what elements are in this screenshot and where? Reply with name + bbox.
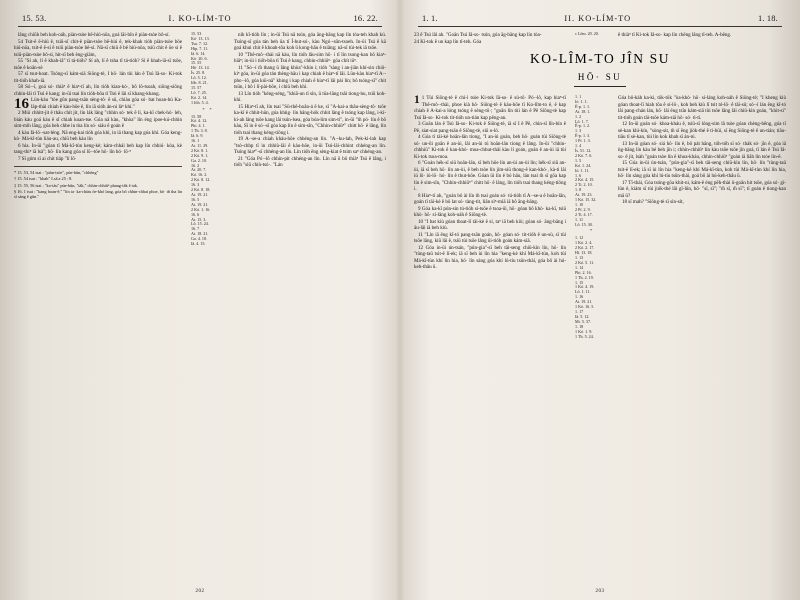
verse-paragraph: 4 kàu Iâ-lō·-sat-léng. Nā eng-kai tióh góa khì, in iā thang kap góa khì. Góa keng-kò· Má-kî-tùn liáu-au, chiū beh kàu lín bbox=[14, 129, 182, 142]
cross-reference: 2 Kó. 8. 18. bbox=[191, 187, 211, 193]
right-header-rule bbox=[418, 26, 782, 27]
cross-reference: Ió. 1. 11. bbox=[575, 167, 590, 173]
cross-reference: 1 Th. 3. 8. bbox=[191, 128, 208, 134]
ornament-asterisk: * * bbox=[202, 106, 214, 112]
cross-reference: Ís. 51. 12. bbox=[575, 147, 592, 153]
cross-reference: 2 Kó. 9. 1. bbox=[191, 152, 209, 158]
verse-paragraph: 10 "I bat kiù góan thoat-lī tāi-kè ê sí, taⁿ iā beh kiù; góan só· āng-bāng i āu-lâi iā beh kiù. bbox=[414, 218, 566, 231]
left-header-rule bbox=[18, 26, 382, 27]
verse-paragraph: 57 sī tsut-hoat. Tsóng-sī kám-siā Siōng-tè, I hō· lán tùi lán ê Tsú Iâ-so· Ki-tok tit-tióh khah-iâ. bbox=[14, 71, 182, 84]
cross-reference: 15. 53 bbox=[191, 32, 202, 36]
cross-reference: At. 19. 21. bbox=[191, 201, 209, 207]
left-page-number: 202 bbox=[195, 589, 205, 594]
cross-reference: 1 Kó. 15. 32. bbox=[575, 197, 597, 203]
cross-reference: Ē-p. 1. 1. bbox=[575, 103, 591, 109]
left-text-column-1 bbox=[14, 32, 182, 537]
verse-paragraph: 54 Tsit-ê ē-hiú ê, tsiū-sī chit-ê piàn-tsòe bē-hiú ê, tek-khak tióh piàn-tsòe bōe hiú-nōa, tsit-ê ē-sí ê tsiū piàn-tsòe bē-sí. Nā-sī chiū ê bē hiú-nōa, tsiū chit ê ōe sí ê tsiū-piàn-tsòe bô-sí, hit-sî beh èng-giām, bbox=[14, 38, 182, 58]
cross-reference: 1 Ióh. 5. 4. bbox=[191, 99, 209, 105]
chapter-16-text: Lūn-kàu "tòe gûn pang-tsān sèng-tô· ê sū, chiàu góa só· bat hoan-hù Ka-lāp-thài chiah ê kàu-hōe ê, lín iā sióh án-ni làⁿ khí." bbox=[31, 97, 182, 110]
cross-reference: Phi. 4. 1. bbox=[191, 123, 206, 129]
cross-reference: Mt. 5. 37. bbox=[575, 318, 592, 324]
cross-reference: 1. 12 bbox=[575, 235, 584, 241]
verse-paragraph: 6 "Goán hék-sī siū hoān-lān, sī beh hōe lín an-ùi an-ùi lín; hék-sī siū an-ùi, iā sī beh hō· lín an-ùi, ê beh tsòe lín jím-siū thong-ê kan-khó·, kà-ti lâi iú lō· iú-lō· hó· lín ê thut-hōe. Góan ūi lín ê bó hāu, lán tsai m̄ sī gōa kap lín ê sim-sîn, "Chhin-chhiūⁿ" chitt hō· ê lâng, lín tióh tsai thang kéng-tiōng i. bbox=[414, 160, 566, 192]
verse-paragraph: 18 sī mah? "Siōng-tè sī sìn-sít, bbox=[622, 199, 684, 205]
cross-reference: Kó. 1. 24. bbox=[575, 162, 592, 168]
verse-paragraph: nih kî-tióh lín ; in-ūi Tsú nā tsún, góa āng-bāng kap lín tòa-teh khah kú. Tsóng-sī góa tán beh ūa tī Í-hut-só·, kàu Ngó·-sûn-tsoeh. In-ūi Tsú ê kā goá khui chit ê khoah-tōa koh ū kong-hāu ê tsiâng; nā-sī tùi-tek iā tsōe. bbox=[234, 32, 386, 51]
cross-reference: 1 Kó. 2. 4. bbox=[575, 240, 593, 246]
verse-paragraph: 2 Múi chhitt-jit ê thâu chít jit, lín lák lâng "chhin só· tek ê lí, ka-kī chek-hó· leh, bián kàu goá kàu ê sî chiah koan-tse. Góa nā kàu, "khòa" lín éng ipoe-kú-chhin sim-mih lâng, góa beh chhe in tòa lín só· siáu ê goán ê bbox=[14, 110, 182, 129]
cross-reference: 1. 4 bbox=[575, 143, 582, 149]
cross-reference: 2 Ti. 4. 17. bbox=[575, 211, 593, 217]
cross-reference: 2 Kó. 1. 16. bbox=[191, 206, 211, 212]
verse-paragraph: 55 "Sí ah, lí ê khah-iâ" tī tá-tióh? Sí ah, lí ê tsha tī tá-tióh? Sí ê khah-iâ-sī tsōe, tsōe ê koân-sè bbox=[14, 58, 182, 71]
cross-reference: At. 19. 21. bbox=[191, 192, 209, 197]
book-title: KO-LÎM-TO JÎN SU bbox=[529, 51, 671, 66]
cross-reference: 1 Th. 2. 19. bbox=[575, 274, 594, 280]
cross-reference: 1. 14 bbox=[575, 264, 584, 270]
cross-reference: 1 Pí. 1. 3. bbox=[575, 138, 591, 144]
cross-reference: 1. 15 bbox=[575, 279, 584, 285]
cross-reference: 16. 2 bbox=[191, 162, 200, 168]
cross-reference: At. 18. 21. bbox=[191, 231, 209, 237]
verse-paragraph: Góa bô-kàh ka-ki, tōk-tōk "òa-khò· hō· sí-láng koh-oáh ê Siōng-tè; "I kheng kiù góan thoat-lī hiah tōa ê sí-lō·, koh beh kiù lī tsit tó-lō· ê tāi-sū; só·-í lán ēng kî-tó lâi pang-chán lán, hō· lâi ēng tsīn kám-siā tùi tsōe lâng lâi chiū-kìn goán, "khit-si" tit-tióh goán tāi-tsōe kám-siā hō· só· tì-tì. bbox=[618, 95, 786, 121]
verse-paragraph: 4 Góa tī tāi-kè hoān-lān tiong, "I an-ùi goán, beh hō· goán tùi Siōng-tè só· un-ûi goān ê an-ùi, lâi an-ùi tú hoān-lān tiong ê lâng. In-ūi "chhin-chhhiū" Ki-tok ê kan-khó· moa-chhut-thâi kàu lí goán, goán ê an-ùi iā tùi Ki-tok tsoa-moa. bbox=[414, 134, 566, 160]
cross-reference: Hí. 13. 18. bbox=[575, 250, 593, 256]
left-running-head-center: I. KO-LÍM-TO bbox=[168, 14, 232, 23]
footnote: * 15. 53, 54 tsat : "piàn-tsòe", púe-bûn, "chhēng" bbox=[14, 170, 99, 175]
verse-paragraph: 12 Góa in-ūi ún-tsán, "pún-gia"-sī beh tāi-seng chiū-kìn lín, hō· lín "tùng-taū tsit-ê lī-ek; iā sī beh ùi lín hia "keng-kè khí Má-kî-tùn, koh tùi Má-kî-tùn khí lín hia, hō· lín sàng góa khí lú-tíu tsūn-thài, góa bô ài hú-keh-thâu ū. bbox=[414, 244, 566, 270]
verse-text: 1 Tùi Siōng-tè ê chí-ì tsòe Ki-tok Iâ-so· ê sù-tô· Pó·-lô, kap hiaⁿ-tī Thê-mô·-thài, phoe kià hō· Siōng-tè ê kàu-hōe tī Ko-lîm-to ê, ê kap chiah ê A-kai-a lóng tsóng ê sèng-tô·; "goān lín tùi lán ê Pē Siōng-tè kap Tsú Iâ-so· Ki-tok tit-tióh un-tián kap pêng-an. bbox=[414, 95, 566, 121]
right-running-head-left: 1. 1. bbox=[422, 14, 438, 23]
cross-reference: Ís. 25. 8. bbox=[191, 70, 206, 76]
verse-paragraph: 23 ê Tsú lâi ah. "Goān Tsú Iâ-so· tsún, góa āg-bāng kap lín tòa- bbox=[414, 32, 542, 38]
cross-reference: Ió. 1. 1. bbox=[575, 98, 588, 104]
right-running-head bbox=[414, 14, 786, 26]
cross-reference: 1 Kó. 1. 9. bbox=[575, 328, 593, 334]
cross-reference: 2 Kó. 8. 1. bbox=[191, 147, 209, 153]
left-footnotes bbox=[14, 166, 182, 200]
cross-reference: Iōh. 8. 21. bbox=[191, 80, 208, 86]
cross-reference: At. 11. 29. bbox=[191, 142, 209, 148]
cross-reference: Lô. 15. 30. bbox=[575, 221, 593, 227]
footnote: ‡ 15. 55, 56 tsat : "ko-iáu" púe-bûn, "tāk," chhin-chhiūⁿ phang-tāk ê tak. bbox=[14, 182, 138, 188]
chapter-number-16: 16 bbox=[14, 96, 29, 112]
verse-paragraph: 21 "Góa Pó·-lô chhin-pit chhéng-an lín. Lín nā ū bô thiàⁿ Tsú ê lâng, i tióh "siū chiù-tsó·. "Lán bbox=[234, 155, 386, 168]
cross-reference: Hō· 13. 14. bbox=[191, 65, 210, 71]
verse-paragraph: 19 A·-se-a chiah khàu-hōe chhéng-an lín. "A·-ku-lah, Pek-ki-lah kap "tsò-chhp tī in chhiù-lāi ê kàu-hōe, in-ūi Tsú-lāi-chhint chhéng-an lín. Tsóng hiaⁿ"-sī chhéng-an lín. Lín tióh ēng sèng-kiat ê tsim saⁿ chhéng-an. bbox=[234, 136, 386, 155]
cross-reference: Lô. 1. 11. bbox=[575, 289, 591, 295]
cross-reference: At. 19. 23. bbox=[575, 192, 593, 198]
verse-paragraph: 12 In-ūi goán só· khoa-kháu ê, tsiū-sī lóng-sim lâ tsòe góan chèng-bêng, góa tī sè-kan khì-kín, "sòng-sit, m̄ sī ēng jiók-thé ê tì-hūi, sī ēng Siōng-tè ê un-tián; tiâu-tiâu tī sè-kan, tùi lín kok khah sī án-ni. bbox=[618, 121, 786, 140]
verse-paragraph: 6 hia. In-ūi "góan tī Má-kî-tùn keng-kè; kám-chhái beh kap lín chhiú· kòa, kè tang-thiⁿ iā lsà"; hō· lín kang góa sí lō·-tōe hō· lín hó· lō·ⁿ bbox=[14, 142, 182, 155]
cross-reference: 1. 10 bbox=[575, 201, 584, 207]
cross-reference: 1 Kó. 4. 19. bbox=[575, 284, 595, 290]
cross-reference: 2 Ti. 2. 10. bbox=[575, 182, 593, 188]
cross-reference: 1. 1 bbox=[575, 95, 582, 99]
footnote: † 15. 54 tsat : "khah" Lsā a 25 : 8. bbox=[14, 176, 73, 182]
cross-reference: Ē-p. 1. 3. bbox=[575, 133, 591, 139]
cross-reference: 16. 6 bbox=[191, 211, 200, 217]
cross-reference: 1 Kó. 16. 5. bbox=[575, 304, 595, 310]
verse-paragraph: ê thiàⁿ tī Ki-tok Iâ-so· kap lín chēng lâng tī-teh. A-bēng. bbox=[618, 32, 732, 38]
cross-reference: Phi. 2. 16. bbox=[575, 269, 592, 275]
cross-reference: 16. 7 bbox=[191, 226, 200, 232]
cross-reference: 1. 17 bbox=[575, 308, 584, 314]
left-text-column-2 bbox=[234, 32, 386, 537]
cross-reference: Kó. 4. 12. bbox=[191, 118, 208, 124]
verse-paragraph: 15 Hiaⁿ-tī ah, lín tsai "Sū-thê-hoân-á ê ke, sī "A-kai-a thâu-sèng-tô· tsōe ka-kī ê chhit-hūn, góa khǹg· lín hâng-hók chhit lâng ê tsóng kap lâng, i-kí-kí-ah lâng tsōe kang lâi tsún-lsea, góa bóa-lim sim-ti", in-ūi "m̄ pó· lín ê bô kàu, Sī in ê só·-sī góa kap lín ê sim-sîn, "Chhin-chhiūⁿ" chitt hō· ê lâng, lín tióh tsai thang kéng-tiōng i. bbox=[234, 103, 386, 136]
cross-reference: 1. 6 bbox=[575, 172, 582, 178]
left-columns bbox=[14, 32, 386, 537]
cross-reference: At. 18. 1. bbox=[575, 108, 591, 114]
cross-reference: 16. 3 bbox=[191, 182, 200, 188]
verse-paragraph: 9 Góa ka-kī pún-sin tú-tióh sí-tsōe ê tsoa-ūi, hō· góan bô khò· ka-kī, tsiū khò· hō· sí-lâng koh-oáh ê Siōng-tè. bbox=[414, 205, 566, 218]
cross-reference: Kò· 20. 6. bbox=[191, 55, 208, 61]
cross-reference: 1 Th. 5. 24. bbox=[575, 333, 594, 339]
cross-reference: At. 19. 21. bbox=[575, 299, 593, 305]
cross-reference: c Lōm. 20. 20. bbox=[575, 32, 599, 36]
cross-reference: Kó· 13. 13. bbox=[191, 35, 210, 41]
cross-reference: Lô. 15. 24. bbox=[191, 221, 209, 227]
verse-paragraph: 11 "Lín iā ēng kî-tó pang-tsān goán, hō· góan só· tit-tióh ê un-sù, sī tùi tsōe lâng, kiû lâi ê, tsiū tùi tsōe lâng ūi-tióh goán kám-siā. bbox=[414, 231, 566, 244]
cross-reference: 1. 8 bbox=[575, 187, 582, 193]
cross-reference: Kó. 16. 2. bbox=[191, 172, 208, 178]
cross-reference: Tsu. 7. 12. bbox=[191, 40, 209, 46]
cross-reference: Lô. 5. 12. bbox=[191, 75, 207, 81]
right-text-column-2 bbox=[618, 95, 786, 513]
verse-paragraph: 13 Lín tióh "kéng-séng, "khiā-un tī sìn, ū tōa-lâng tsâi tiong-hu, tsiū koh-khí. bbox=[234, 90, 386, 103]
cross-reference: Iâ. 6. 9. bbox=[191, 133, 204, 139]
chapter-16-opening bbox=[14, 97, 182, 110]
book-title-block bbox=[414, 51, 786, 87]
verse-paragraph: 13 In-ūi góan só· siá hō· lín ê, bô pát hāng, tóh-tóh sī só· thák só· jīn ê, góa iā ǹg-bāng lín kàu bé beh jīn i; chhin-chhiūⁿ lín kàu tsôe tsōe jīn goá, tī lán ê Tsú Iâ-so· ê jit, lsàh "goán tsòe lín ê khoa-kháu, chhin-chhiūⁿ "goán iā liâh lín tsòe lín-ê. bbox=[618, 140, 786, 160]
cross-reference: 16. 1 bbox=[191, 138, 200, 144]
verse-paragraph: 15 Góa in-ūi ún-tsán, "pún-gia"-sī beh tāi-seng chiū-kìn lín, hō· lín "tùng-taū tsit-ê lī-ek; iā sī ùi lín hia "keng-kè khí Má-kî-tùn, koh tùi Má-kî-tùn khí lín hia, hō· lín sàng góa khí lú-tíu tsūn-thài, goá bô ài hú-keh-thâu ū. bbox=[618, 160, 786, 179]
cross-reference: 2 Kó. 2. 17. bbox=[575, 245, 595, 251]
left-reference-column bbox=[187, 32, 229, 537]
right-fragment-text bbox=[414, 32, 566, 45]
cross-reference: Iâ. 4. 15. bbox=[191, 241, 206, 247]
cross-reference: 15. 58 bbox=[191, 113, 202, 119]
left-running-head bbox=[14, 14, 386, 26]
right-columns bbox=[414, 95, 786, 513]
cross-reference: 16. 5 bbox=[191, 196, 200, 202]
cross-reference: Ē-p. 1. 2. bbox=[575, 123, 591, 129]
title-rule bbox=[574, 86, 626, 87]
right-running-head-center: II. KO-LÍM-TO bbox=[564, 14, 632, 23]
cross-reference: At. 15. 3. bbox=[191, 216, 207, 222]
verse-paragraph: 7 Sī góm sī ai chit tiáp "lí lō· bbox=[18, 155, 77, 162]
verse-paragraph: 3 Goān lán ê Tsú Iâ-so· Ki-tok ê Siōng-tè, iā sī I ê Pē, chin-sī lîn-bín ê Pē, siat-siat pang-tsān ê Siōng-tè, siū o-ló. bbox=[414, 121, 566, 134]
cross-reference: 2 Kó. 5. 11. bbox=[575, 259, 595, 265]
right-top-fragment bbox=[414, 32, 786, 45]
cross-reference: 1. 5 bbox=[575, 157, 582, 163]
verse-paragraph: 8 Hiaⁿ-tī ah, "goán bô ài lín m̄ tsai goán só· tú-tióh tī A·-se-a ê hoān-lān, goán tī tāi-kè ê bô lat só· tàng-tit, liân sìⁿ-miā iā bô āng-bāng. bbox=[414, 192, 566, 205]
cross-reference: At. 20. 7. bbox=[191, 167, 207, 173]
verse-paragraph: 17 Tī-thài, Góa tsóng-gōa khit-ni, kám-ê éng pēh-thài ū-goān hit tsōe, góa só· gī-lūn ê, kiám sī tùi jiók-thé lâi gī-lūn, hō· "sī, sī"; "m̄ sī, m̄ sī"; tī goán ê tiong-kan mā ū? bbox=[618, 179, 786, 199]
verse-paragraph: 24 Ki-tok ê un kap lín tī-teh. Góa bbox=[414, 38, 482, 45]
cross-reference: Lô. 1. 7. bbox=[575, 118, 589, 124]
cross-reference: 15. 57 bbox=[191, 84, 202, 90]
cross-reference: 2 Kó. 7. 6. bbox=[575, 152, 593, 158]
cross-reference: Kó. 2. 14. bbox=[191, 94, 208, 100]
cross-reference: Ga. 2. 10. bbox=[191, 157, 208, 163]
cross-reference: Iâ. 6. 14. bbox=[191, 50, 206, 56]
right-page bbox=[400, 0, 800, 600]
right-text-column-1 bbox=[414, 95, 566, 513]
cross-reference: Iâ. 5. 12. bbox=[575, 313, 590, 319]
right-fragment-reference bbox=[571, 32, 613, 45]
cross-reference: 1. 2 bbox=[575, 113, 582, 119]
cross-reference: Hip. 7. 11. bbox=[191, 45, 209, 51]
cross-reference: 1. 13 bbox=[575, 255, 584, 260]
footnote: § 16. 1 tsat : "kang hoan-ê," "lín ia· ka-chiàu ōe-khó lang, góa bô chhin-chhai phoe, hō· tñ tha lin sī sàng ê gûn." bbox=[14, 189, 182, 200]
left-running-head-left: 15. 53. bbox=[22, 14, 47, 23]
cross-reference: 15. 55 bbox=[191, 60, 202, 66]
cross-reference: 2 Pí. 2. 9. bbox=[575, 206, 591, 212]
verse-paragraph: 10 "Thê-mô·-thài nā kàu, lín tióh lâu-sim hō· i tī lín tsong-kan bô kiaⁿ-hiâⁿ; in-ūi i tióh-bôa tī Tsú ê kang, chhin-chhiūⁿ· góa chít iūⁿ. bbox=[234, 51, 386, 64]
right-fragment-text-2 bbox=[618, 32, 786, 45]
chapter-1-opening bbox=[414, 95, 566, 121]
verse-paragraph: 11 "Só·-í m̄ thang ū lâng khòa"-khin i; tióh "sàng i an-jiân khí-sin chiū-kiⁿ góa, in-ūi góa tán thèng-hāu i kap chiah ê hiaⁿ-tī lâi. Lūn-kàu hiaⁿ-tī A·-pho·-lô, góa kúi-nā" khing i kap chiah ê hiaⁿ-tī lâi pài lín; bô tsóng-sī" chit tsūn, i bô ì lī-pài-bōe, i chiū beh khì. bbox=[234, 64, 386, 90]
cross-reference: 2 Kó. 8. 12. bbox=[191, 177, 211, 183]
cross-reference: 2 Kó. 4. 15. bbox=[575, 177, 595, 183]
verse-number-1: 1 bbox=[414, 95, 420, 106]
right-reference-column bbox=[571, 95, 613, 513]
cross-reference: 1. 16 bbox=[575, 294, 584, 300]
cross-reference: Ga. 4. 18. bbox=[191, 236, 208, 242]
book-subtitle: HŌ· SU bbox=[577, 72, 623, 82]
left-running-head-right: 16. 22. bbox=[353, 14, 378, 23]
cross-reference: 1. 3 bbox=[575, 128, 582, 134]
verse-paragraph: lâng chiũh beh koh-oáh, piàn-tsòe bē-hiú-nōa, goá lāi-bīn ē piàn-tsòe bô-sí. bbox=[18, 32, 170, 38]
cross-reference: 1. 18 bbox=[575, 323, 584, 329]
right-page-number: 203 bbox=[595, 589, 605, 594]
cross-reference: Lô. 7. 25. bbox=[191, 89, 207, 95]
right-running-head-right: 1. 18. bbox=[757, 14, 778, 23]
verse-paragraph: 58 Só·-í, goá só· thiàⁿ ê hiaⁿ-tī ah, lín tióh kian-kò·, bô lô-tsoah, siōng-siōng chhin-lâi tī Tsú ê kang; in-ūi tsai lín tióh-bôa tī Tsú ê lāi sī khang-khang. bbox=[14, 84, 182, 97]
ornament-asterisk: * bbox=[589, 228, 595, 234]
cross-reference: 1. 11 bbox=[575, 216, 584, 222]
